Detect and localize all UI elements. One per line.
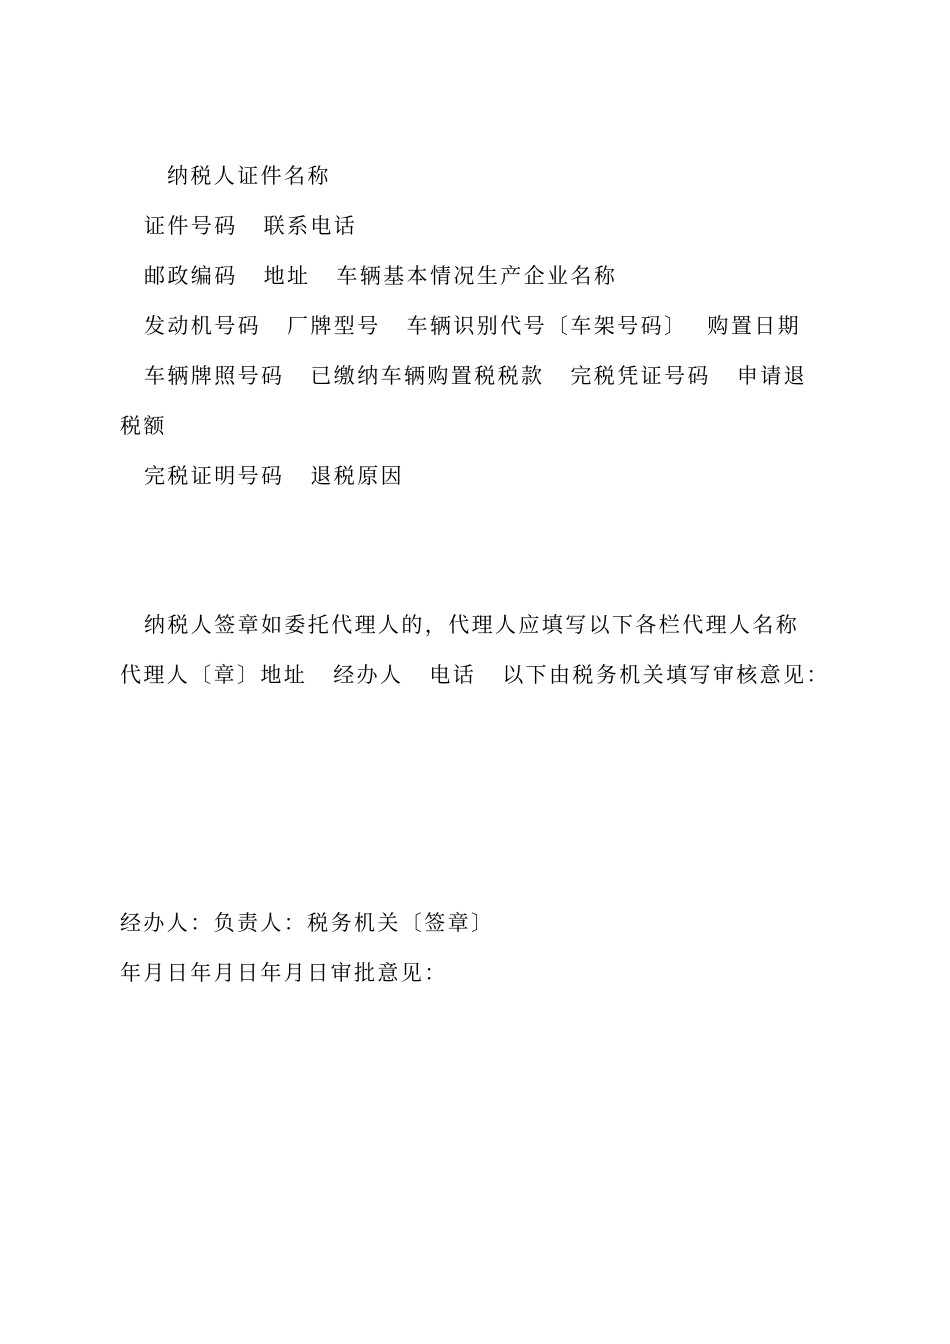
- postal-code-label: 邮政编码: [144, 264, 238, 288]
- agent-seal-address-label: 代理人〔章〕地址: [120, 663, 308, 687]
- agent-clause-text: 纳税人签章如委托代理人的，代理人应填写以下各栏代理人名称: [144, 613, 800, 637]
- line-refund-amount-cont: [120, 411, 832, 441]
- line-plate-tax: [144, 361, 856, 391]
- line-taxpayer-cert: [167, 161, 879, 191]
- line-cert-phone: [144, 211, 856, 241]
- handler-label: 经办人: [333, 663, 404, 687]
- tax-certificate-number-label: 完税凭证号码: [570, 364, 711, 388]
- line-postal-address: [144, 261, 856, 291]
- refund-reason-label: 退税原因: [310, 464, 405, 488]
- plate-number-label: 车辆牌照号码: [144, 364, 285, 388]
- line-proof-reason: [144, 461, 856, 491]
- line-engine-vin: [144, 311, 856, 341]
- phone-label: 电话: [429, 663, 477, 687]
- tax-proof-number-label: 完税证明号码: [144, 464, 285, 488]
- refund-amount-label-start: 申请退: [736, 364, 808, 388]
- purchase-date-label: 购置日期: [707, 314, 802, 338]
- vin-label: 车辆识别代号〔车架号码〕: [406, 314, 688, 338]
- line-agent-clause: [144, 610, 856, 640]
- contact-phone-label: 联系电话: [263, 214, 358, 238]
- tax-office-review-label: 以下由税务机关填写审核意见：: [502, 663, 830, 687]
- line-agent-details: [120, 660, 832, 690]
- dates-text: 年月日年月日年月日审批意见：: [120, 961, 448, 985]
- address-label: 地址: [263, 264, 311, 288]
- paid-tax-label: 已缴纳车辆购置税税款: [310, 364, 545, 388]
- line-dates: [120, 958, 832, 988]
- line-signatures: [120, 908, 832, 938]
- cert-number-label: 证件号码: [144, 214, 238, 238]
- engine-number-label: 发动机号码: [144, 314, 261, 338]
- manufacturer-label: 车辆基本情况生产企业名称: [336, 264, 618, 288]
- signatures-text: 经办人：负责人：税务机关〔签章〕: [120, 911, 495, 935]
- refund-amount-label-end: 税额: [120, 414, 167, 438]
- brand-model-label: 厂牌型号: [287, 314, 381, 338]
- taxpayer-cert-name-label: 纳税人证件名称: [167, 164, 331, 188]
